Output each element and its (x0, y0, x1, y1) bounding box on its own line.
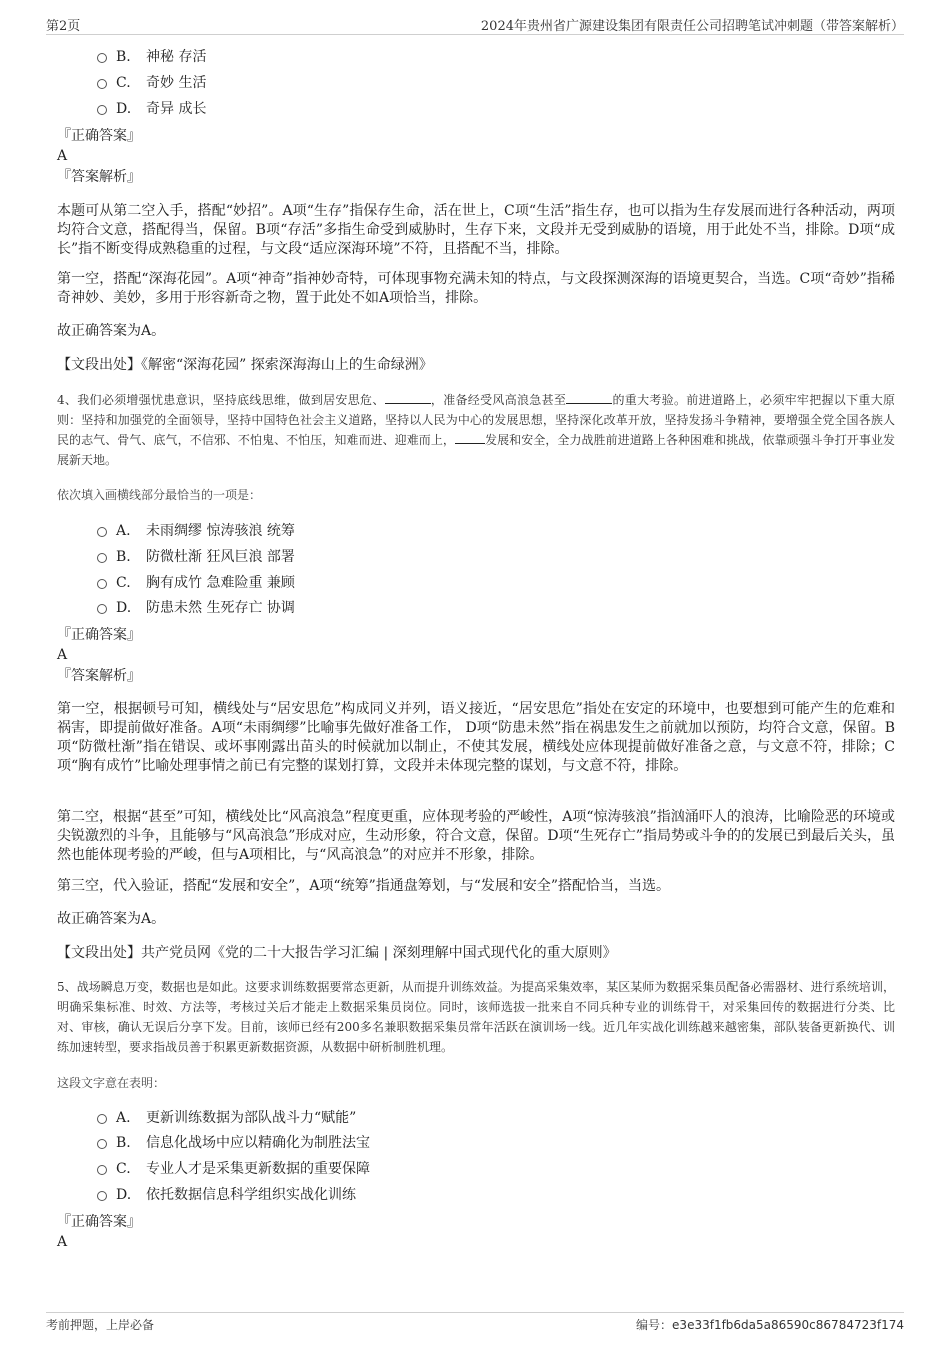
q4-answer-label: 『正确答案』 (57, 627, 141, 643)
q4-stem: 4、我们必须增强忧患意识，坚持底线思维，做到居安思危、 ，准备经受风高浪急甚至 的重大考验。前进道路上，必须牢牢把握以下重大原则：坚持和加强党的全面领导，坚持中国特色社会主义道路，坚持以人民为中心的发展思想，坚持深化改革开放，坚持发扬斗争精神，要增强全党全国各族人民的志气、骨气、底气，不信邪、不怕鬼、不怕压，知难而进、迎难而上， 发展和安全，全力战胜前进道路上各种困难和挑战，依靠顽强斗争打开事业发展新天地。 (57, 393, 895, 467)
q3-answer: A (57, 148, 68, 164)
q3-analysis-paragraph: 第一空，搭配“深海花园”。A项“神奇”指神妙奇特，可体现事物充满未知的特点，与文段探测深海的语境更契合，当选。C项“奇妙”指稀奇神妙、美妙，多用于形容新奇之物，置于此处不如A项恰当，排除。 (57, 271, 895, 306)
radio-icon[interactable] (97, 105, 107, 115)
radio-icon[interactable] (97, 527, 107, 537)
radio-icon[interactable] (97, 604, 107, 614)
q4-analysis-label: 『答案解析』 (57, 668, 141, 684)
q4-option-b[interactable]: B. 防微杜渐 狂风巨浪 部署 (97, 548, 295, 566)
q4-analysis-paragraph: 第二空，根据“甚至”可知，横线处比“风高浪急”程度更重，应体现考验的严峻性，A项“惊涛骇浪”指汹涌吓人的浪涛，比喻险恶的环境或尖锐激烈的斗争，且能够与“风高浪急”形成对应，生动形象，符合文意，保留。D项“生死存亡”指局势或斗争的的发展已到最后关头，虽然也能体现考验的严峻，但与A项相比，与“风高浪急”的对应并不形象，排除。 (57, 809, 895, 863)
q5-answer: A (57, 1234, 68, 1250)
q4-source: 【文段出处】共产党员网《党的二十大报告学习汇编 | 深刻理解中国式现代化的重大原则》 (57, 945, 617, 961)
q3-analysis-paragraph: 本题可从第二空入手，搭配“妙招”。A项“生存”指保存生命，活在世上，C项“生活”指生存，也可以指为生存发展而进行各种活动，两项均符合文意，搭配得当，保留。B项“存活”多指生命受到威胁时，生存下来，文段并无受到威胁的语境，用于此处不当，排除。D项“成长”指不断变得成熟稳重的过程，与文段“适应深海环境”不符，且搭配不当，排除。 (57, 203, 895, 257)
radio-icon[interactable] (97, 1139, 107, 1149)
blank-line (566, 391, 612, 404)
q5-prompt: 这段文字意在表明： (57, 1076, 166, 1090)
q4-analysis-paragraph: 第三空，代入验证，搭配“发展和安全”，A项“统筹”指通盘筹划，与“发展和安全”搭配恰当，当选。 (57, 878, 671, 894)
q5-option-b[interactable]: B. 信息化战场中应以精确化为制胜法宝 (97, 1134, 370, 1152)
radio-icon[interactable] (97, 53, 107, 63)
blank-line (455, 431, 485, 444)
page-number: 第2页 (46, 19, 81, 34)
q3-source: 【文段出处】《解密“深海花园” 探索深海海山上的生命绿洲》 (57, 357, 433, 373)
q4-option-c[interactable]: C. 胸有成竹 急难险重 兼顾 (97, 574, 295, 592)
radio-icon[interactable] (97, 553, 107, 563)
blank-line (385, 391, 431, 404)
page-header (46, 12, 904, 35)
q4-option-a[interactable]: A. 未雨绸缪 惊涛骇浪 统筹 (97, 522, 295, 540)
q5-option-d[interactable]: D. 依托数据信息科学组织实战化训练 (97, 1186, 356, 1204)
q3-conclusion: 故正确答案为A。 (57, 323, 166, 339)
q5-answer-label: 『正确答案』 (57, 1214, 141, 1230)
radio-icon[interactable] (97, 579, 107, 589)
page-footer (46, 1312, 904, 1332)
q4-answer: A (57, 647, 68, 663)
radio-icon[interactable] (97, 1114, 107, 1124)
q4-conclusion: 故正确答案为A。 (57, 911, 166, 927)
q5-stem: 5、战场瞬息万变，数据也是如此。这要求训练数据要常态更新，从而提升训练效益。为提高采集效率，某区某师为数据采集员配备必需器材、进行系统培训，明确采集标准、时效、方法等，考核过关后才能走上数据采集员岗位。同时，该师选拔一批来自不同兵种专业的训练骨干，对采集回传的数据进行分类、比对、审核，确认无误后分享下发。目前，该师已经有200多名兼职数据采集员常年活跃在演训场一线。近几年实战化训练越来越密集，部队装备更新换代、训练加速转型，要求指战员善于积累更新数据资源，从数据中研析制胜机理。 (57, 980, 895, 1054)
radio-icon[interactable] (97, 1165, 107, 1175)
q5-option-a[interactable]: A. 更新训练数据为部队战斗力“赋能” (97, 1109, 356, 1127)
q3-option-d[interactable]: D. 奇异 成长 (97, 100, 206, 118)
radio-icon[interactable] (97, 1191, 107, 1201)
document-code: 编号：e3e33f1fb6da5a86590c86784723f174 (636, 1318, 904, 1332)
radio-icon[interactable] (97, 79, 107, 89)
q4-analysis-paragraph: 第一空，根据顿号可知，横线处与“居安思危”构成同义并列，语义接近，“居安思危”指处在安定的环境中，也要想到可能产生的危难和祸害，即提前做好准备。A项“未雨绸缪”比喻事先做好准备工作， D项“防患未然”指在祸患发生之前就加以预防，均符合文意，保留。B项“防微杜渐”指在错误、或坏事刚露出苗头的时候就加以制止，不使其发展，横线处应体现提前做好准备之意，与文意不符，排除；C项“胸有成竹”比喻处理事情之前已有完整的谋划打算，文段并未体现完整的谋划，与文意不符，排除。 (57, 701, 895, 774)
q3-option-b[interactable]: B. 神秘 存活 (97, 48, 206, 66)
q3-analysis-label: 『答案解析』 (57, 169, 141, 185)
q4-prompt: 依次填入画横线部分最恰当的一项是： (57, 488, 262, 502)
q3-option-c[interactable]: C. 奇妙 生活 (97, 74, 206, 92)
q5-option-c[interactable]: C. 专业人才是采集更新数据的重要保障 (97, 1160, 370, 1178)
q3-answer-label: 『正确答案』 (57, 128, 141, 144)
document-title: 2024年贵州省广源建设集团有限责任公司招聘笔试冲刺题（带答案解析） (480, 19, 904, 34)
footer-slogan: 考前押题，上岸必备 (46, 1318, 155, 1332)
q4-option-d[interactable]: D. 防患未然 生死存亡 协调 (97, 599, 295, 617)
